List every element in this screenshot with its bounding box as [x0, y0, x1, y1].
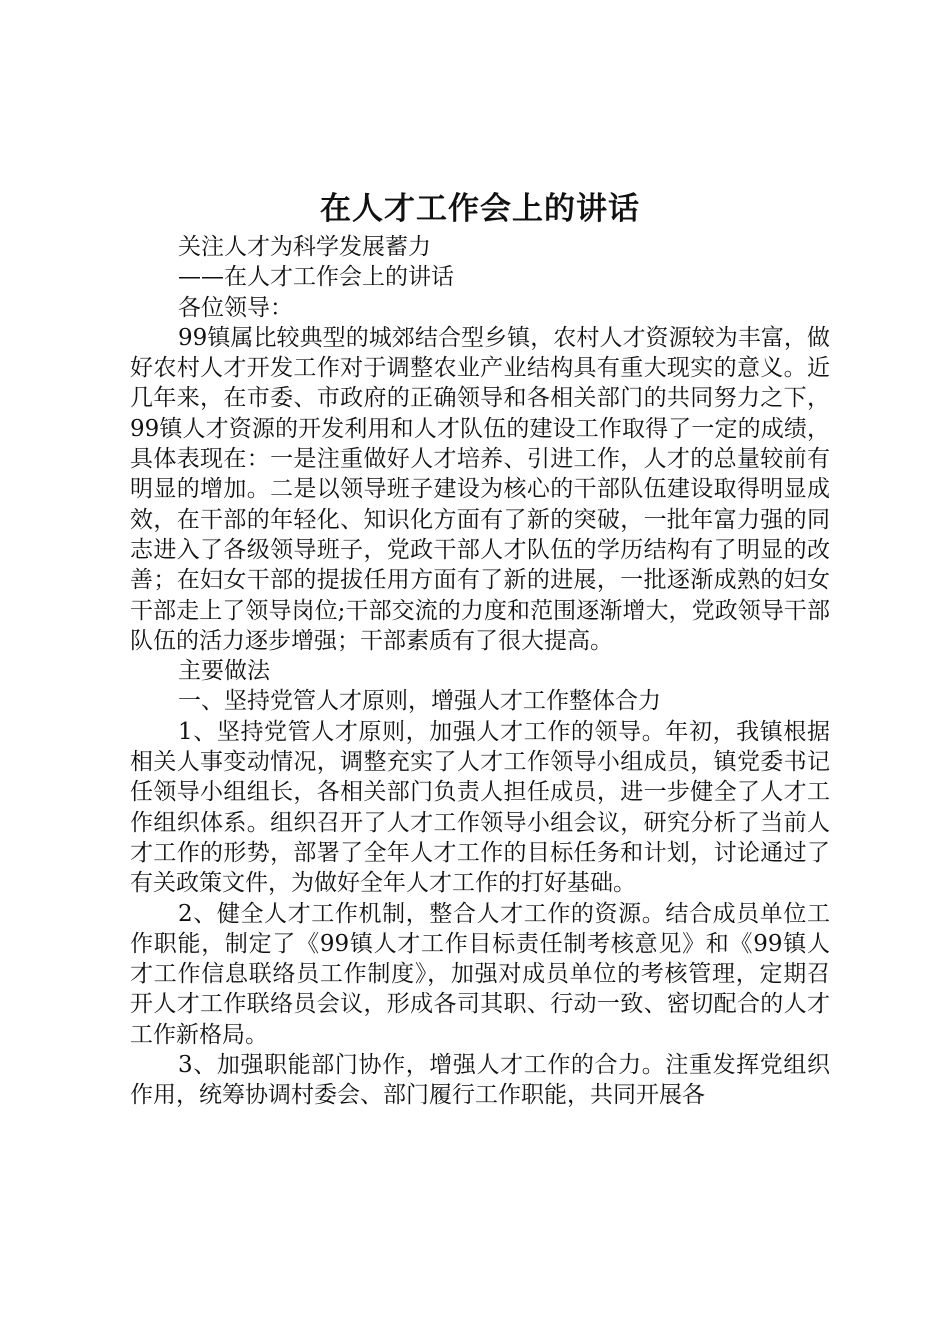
section-heading: 一、坚持党管人才原则，增强人才工作整体合力	[178, 688, 661, 715]
salutation: 各位领导：	[178, 294, 293, 321]
body-paragraph: 3、加强职能部门协作，增强人才工作的合力。注重发挥党组织作用，统筹协调村委会、部门履行工作职能，共同开展各	[130, 1052, 830, 1109]
speech-subtitle-occasion: ——在人才工作会上的讲话	[178, 264, 454, 291]
body-paragraph: 99镇属比较典型的城郊结合型乡镇，农村人才资源较为丰富，做好农村人才开发工作对于调整农业产业结构具有重大现实的意义。近几年来，在市委、市政府的正确领导和各相关部门的共同努力之下，99镇人才资源的开发利用和人才队伍的建设工作取得了一定的成绩，具体表现在：一是注重做好人才培养、引进工作，人才的总量较前有明显的增加。二是以领导班子建设为核心的干部队伍建设取得明显成效，在干部的年轻化、知识化方面有了新的突破，一批年富力强的同志进入了各级领导班子，党政干部人才队伍的学历结构有了明显的改善；在妇女干部的提拔任用方面有了新的进展，一批逐渐成熟的妇女干部走上了领导岗位;干部交流的力度和范围逐渐增大，党政领导干部队伍的活力逐步增强；干部素质有了很大提高。	[130, 324, 830, 654]
document-title: 在人才工作会上的讲话	[320, 191, 640, 227]
section-heading: 主要做法	[178, 658, 270, 685]
document-page	[130, 186, 830, 1111]
speech-subtitle: 关注人才为科学发展蓄力	[178, 234, 431, 260]
body-paragraph: 1、坚持党管人才原则，加强人才工作的领导。年初，我镇根据相关人事变动情况，调整充实了人才工作领导小组成员，镇党委书记任领导小组组长，各相关部门负责人担任成员，进一步健全了人才工作组织体系。组织召开了人才工作领导小组会议，研究分析了当前人才工作的形势，部署了全年人才工作的目标任务和计划，讨论通过了有关政策文件，为做好全年人才工作的打好基础。	[130, 718, 830, 897]
body-paragraph: 2、健全人才工作机制，整合人才工作的资源。结合成员单位工作职能，制定了《99镇人才工作目标责任制考核意见》和《99镇人才工作信息联络员工作制度》，加强对成员单位的考核管理，定期召开人才工作联络员会议，形成各司其职、行动一致、密切配合的人才工作新格局。	[130, 900, 830, 1048]
